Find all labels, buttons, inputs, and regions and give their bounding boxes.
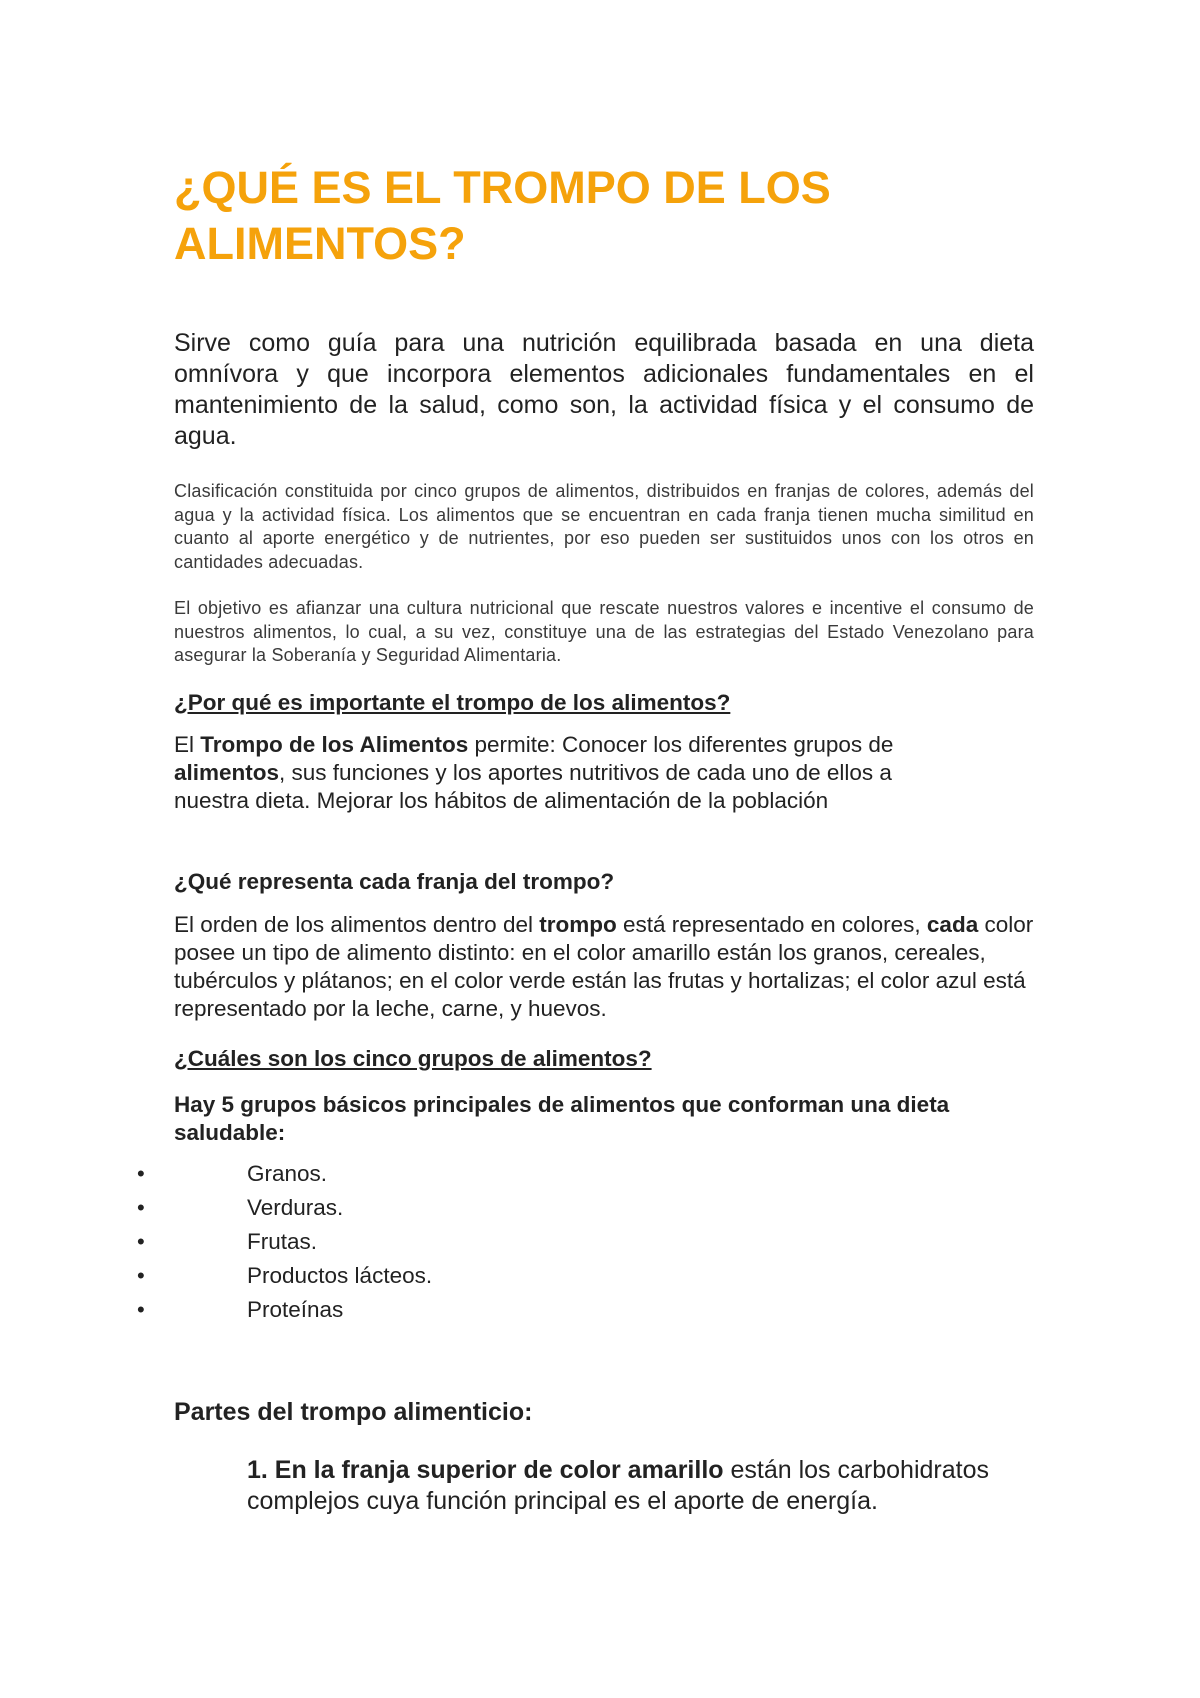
list-item-label: Productos lácteos. <box>247 1262 433 1288</box>
page-title: ¿QUÉ ES EL TROMPO DE LOS ALIMENTOS? <box>174 162 831 269</box>
text-run: está representado en colores, <box>616 911 927 937</box>
list-item <box>137 1293 1034 1327</box>
bold-run: Trompo de los Alimentos <box>200 731 469 757</box>
importance-paragraph <box>174 731 924 815</box>
text-run: , sus funciones y los aportes nutritivos de cada uno de ellos a nuestra dieta. Mejorar los hábitos de alimentación de la población <box>174 759 892 813</box>
list-item-label: Verduras. <box>247 1194 344 1220</box>
classification-paragraph: Clasificación constituida por cinco grupos de alimentos, distribuidos en franjas de colores, además del agua y la actividad física. Los alimentos que se encuentran en cada franja tienen mucha similitud en cuanto al aporte energético y de nutrientes, por eso pueden ser sustituidos unos con los otros en cantidades adecuadas. <box>174 481 1034 572</box>
bold-run: trompo <box>539 911 617 937</box>
text-run: color posee un tipo de alimento distinto: en el color amarillo están los granos, cereales, tubérculos y plátanos; en el color verde están las frutas y hortalizas; el color azul está representado por la leche, carne, y huevos. <box>174 911 1034 1021</box>
parts-heading: Partes del trompo alimenticio: <box>174 1397 533 1426</box>
parts-step-1 <box>247 1455 1034 1517</box>
intro-paragraph: Sirve como guía para una nutrición equilibrada basada en una dieta omnívora y que incorpora elementos adicionales fundamentales en el mantenimiento de la salud, como son, la actividad física y el consumo de agua. <box>174 329 1034 450</box>
food-groups-list <box>137 1157 1034 1327</box>
stripes-heading: ¿Qué representa cada franja del trompo? <box>174 868 615 894</box>
text-run: están los carbohidratos complejos cuya función principal es el aporte de energía. <box>247 1455 989 1515</box>
list-item <box>137 1157 1034 1191</box>
groups-heading: ¿Cuáles son los cinco grupos de alimentos? <box>174 1045 652 1071</box>
text-run: permite: Conocer los diferentes grupos de <box>468 731 894 757</box>
bullet: • <box>137 1160 145 1186</box>
list-item <box>137 1259 1034 1293</box>
list-item-label: Granos. <box>247 1160 328 1186</box>
bullet: • <box>137 1262 145 1288</box>
importance-heading: ¿Por qué es importante el trompo de los alimentos? <box>174 689 731 715</box>
list-item <box>137 1225 1034 1259</box>
text-run: El orden de los alimentos dentro del <box>174 911 540 937</box>
bold-run: cada <box>926 911 979 937</box>
bullet: • <box>137 1228 145 1254</box>
bold-run: alimentos <box>174 759 280 785</box>
bullet: • <box>137 1194 145 1220</box>
bold-run: 1. En la franja superior de color amarillo <box>247 1455 724 1484</box>
text-run: El <box>174 731 201 757</box>
list-item-label: Frutas. <box>247 1228 318 1254</box>
groups-subheading: Hay 5 grupos básicos principales de alimentos que conforman una dieta saludable: <box>174 1091 950 1145</box>
list-item-label: Proteínas <box>247 1296 344 1322</box>
list-item <box>137 1191 1034 1225</box>
stripes-paragraph <box>174 911 1034 1023</box>
bullet: • <box>137 1296 145 1322</box>
objective-paragraph: El objetivo es afianzar una cultura nutricional que rescate nuestros valores e incentive el consumo de nuestros alimentos, lo cual, a su vez, constituye una de las estrategias del Estado Venezolano para asegurar la Soberanía y Seguridad Alimentaria. <box>174 598 1034 665</box>
document-content <box>137 160 1034 1517</box>
